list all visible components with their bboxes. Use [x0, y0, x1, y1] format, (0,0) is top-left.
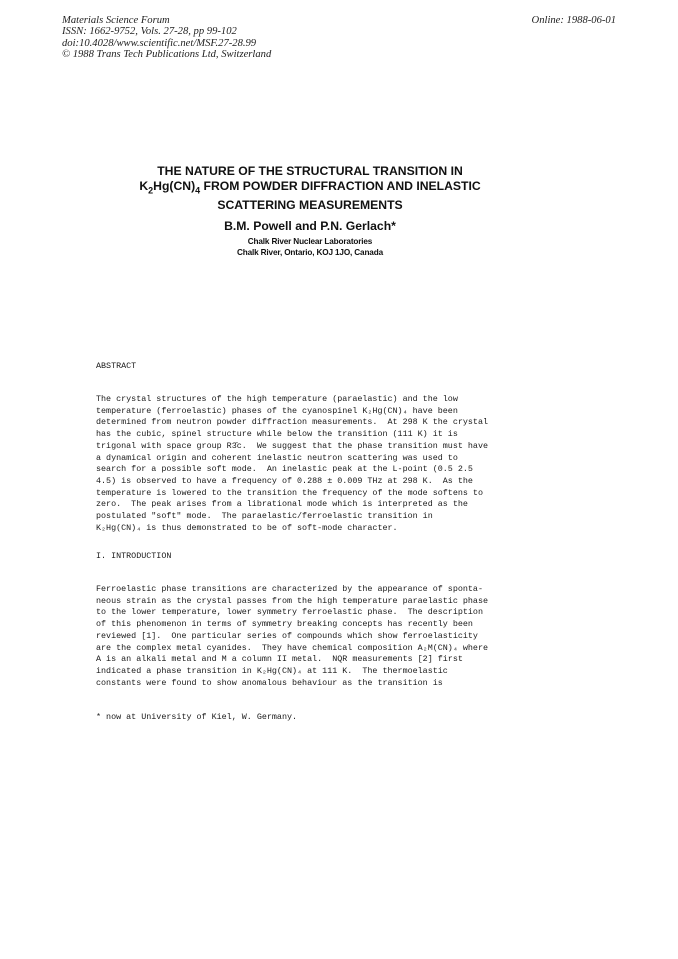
footnote: * now at University of Kiel, W. Germany.	[96, 712, 298, 722]
abstract-line: temperature is lowered to the transition the frequency of the mode softens to	[96, 487, 483, 498]
abstract-body	[96, 394, 536, 534]
abstract-line: has the cubic, spinel structure while below the transition (111 K) it is	[96, 429, 458, 440]
introduction-body	[96, 584, 536, 689]
abstract-line: temperature (ferroelastic) phases of the cyanospinel K₂Hg(CN)₄ have been	[96, 405, 458, 416]
title-formula-sub-4: 4	[195, 185, 201, 196]
introduction-line: Ferroelastic phase transitions are characterized by the appearance of sponta-	[96, 584, 483, 594]
abstract-line: K₂Hg(CN)₄ is thus demonstrated to be of soft-mode character.	[96, 522, 398, 533]
abstract-line: postulated "soft" mode. The paraelastic/ferroelastic transition in	[96, 511, 433, 522]
title-line-2	[100, 179, 520, 198]
title-line-3: SCATTERING MEASUREMENTS	[217, 197, 403, 212]
introduction-line: neous strain as the crystal passes from the high temperature paraelastic phase	[96, 595, 489, 606]
abstract-line: trigonal with space group R3̄c. We suggest that the phase transition must have	[96, 440, 489, 451]
doi-line: doi:10.4028/www.scientific.net/MSF.27-28.99	[62, 37, 257, 49]
title-formula-sub-2: 2	[148, 185, 154, 196]
title-formula-hgcn: Hg(CN)	[153, 178, 196, 193]
title-line-1: THE NATURE OF THE STRUCTURAL TRANSITION IN	[157, 164, 463, 178]
abstract-heading: ABSTRACT	[96, 361, 137, 371]
introduction-line: are the complex metal cyanides. They have chemical composition A₂M(CN)₄ where	[96, 642, 489, 653]
online-date: Online: 1988-06-01	[531, 15, 616, 26]
abstract-line: search for a possible soft mode. An inelastic peak at the L-point (0.5 2.5	[96, 464, 473, 475]
copyright-line: © 1988 Trans Tech Publications Ltd, Switzerland	[62, 49, 272, 61]
authors: B.M. Powell and P.N. Gerlach*	[224, 219, 396, 233]
introduction-heading: I. INTRODUCTION	[96, 551, 172, 561]
introduction-line: to the lower temperature, lower symmetry ferroelastic phase. The description	[96, 607, 483, 618]
introduction-line: indicated a phase transition in K₂Hg(CN)₄ at 111 K. The thermoelastic	[96, 665, 448, 676]
affiliation-line-1: Chalk River Nuclear Laboratories	[247, 237, 373, 246]
introduction-line: constants were found to show anomalous behaviour as the transition is	[96, 677, 443, 688]
abstract-line: determined from neutron powder diffraction measurements. At 298 K the crystal	[96, 417, 489, 428]
abstract-line: a dynamical origin and coherent inelastic neutron scattering was used to	[96, 452, 458, 463]
affiliation-line-2: Chalk River, Ontario, KOJ 1JO, Canada	[237, 247, 383, 257]
introduction-line: of this phenomenon in terms of symmetry breaking concepts has recently been	[96, 619, 473, 630]
paper-title	[100, 164, 520, 212]
title-formula-k: K	[139, 178, 149, 193]
issn-line: ISSN: 1662-9752, Vols. 27-28, pp 99-102	[62, 26, 237, 38]
introduction-line: A is an alkali metal and M a column II metal. NQR measurements [2] first	[96, 654, 463, 665]
abstract-line: The crystal structures of the high temperature (paraelastic) and the low	[96, 394, 458, 404]
abstract-line: 4.5) is observed to have a frequency of 0.288 ± 0.009 THz at 298 K. As the	[96, 475, 473, 486]
affiliation	[100, 237, 520, 258]
abstract-line: zero. The peak arises from a librational mode which is interpreted as the	[96, 499, 468, 510]
journal-name: Materials Science Forum	[62, 15, 170, 26]
title-line-2-rest: FROM POWDER DIFFRACTION AND INELASTIC	[200, 178, 481, 193]
journal-header	[62, 15, 271, 61]
introduction-line: reviewed [1]. One particular series of compounds which show ferroelasticity	[96, 630, 478, 641]
